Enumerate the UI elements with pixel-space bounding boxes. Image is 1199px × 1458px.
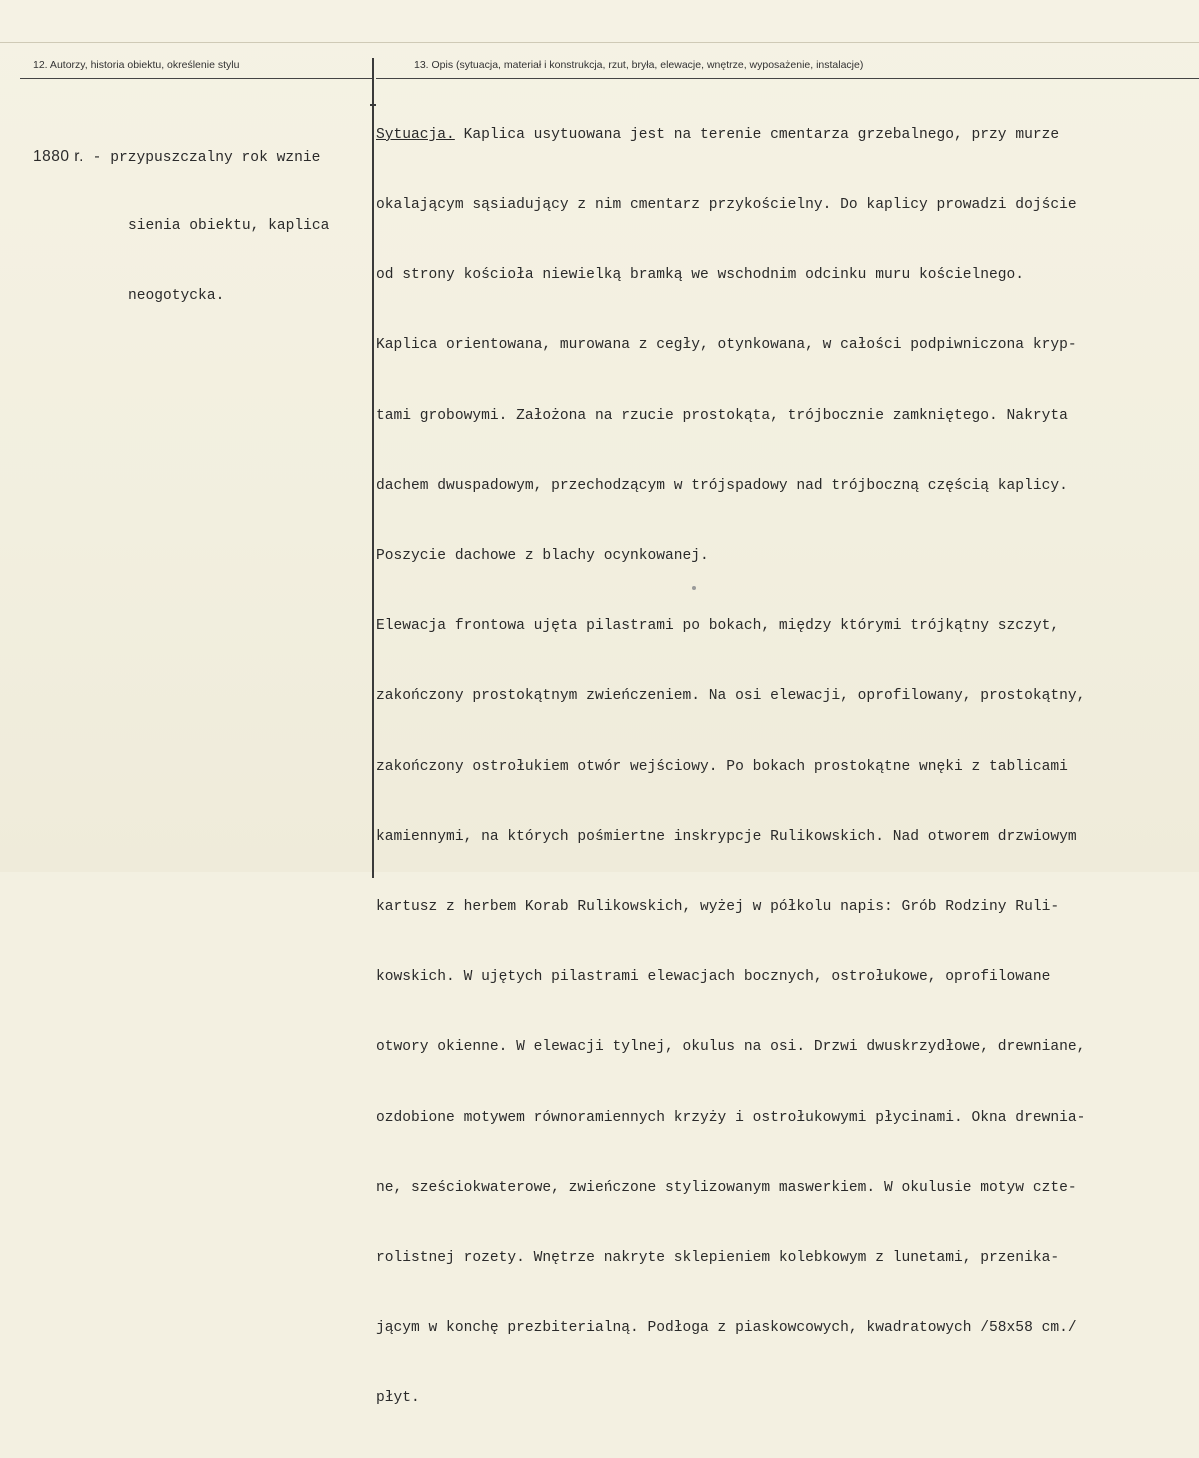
description-line: tami grobowymi. Założona na rzucie prostokąta, trójbocznie zamkniętego. Nakryta: [376, 407, 1068, 424]
description-line: od strony kościoła niewielką bramką we wschodnim odcinku muru kościelnego.: [376, 267, 1025, 284]
paper-speck: [692, 586, 696, 590]
section-13-header: 13. Opis (sytuacja, materiał i konstrukcja, rzut, bryła, elewacje, wnętrze, wyposażenie, instalacje): [414, 59, 864, 71]
description-line: płyt.: [376, 1390, 420, 1407]
history-text: [33, 98, 329, 355]
header-rule-left: [20, 78, 372, 79]
year-value: 1880 r.: [33, 147, 84, 165]
description-line: zakończony prostokątnym zwieńczeniem. Na osi elewacji, oprofilowany, prostokątny,: [376, 688, 1086, 705]
history-line-3: neogotycka.: [128, 288, 225, 305]
description-line: jącym w konchę prezbiterialną. Podłoga z piaskowcowych, kwadratowych /58x58 cm./: [376, 1320, 1077, 1337]
description-line: kowskich. W ujętych pilastrami elewacjach bocznych, ostrołukowe, oprofilowane: [376, 969, 1051, 986]
column-divider: [372, 58, 374, 878]
description-line: okalającym sąsiadujący z nim cmentarz przykościelny. Do kaplicy prowadzi dojście: [376, 197, 1077, 214]
description-line: rolistnej rozety. Wnętrze nakryte sklepieniem kolebkowym z lunetami, przenika-: [376, 1250, 1060, 1267]
description-line: kartusz z herbem Korab Rulikowskich, wyżej w półkolu napis: Grób Rodziny Ruli-: [376, 899, 1060, 916]
description-line: ne, sześciokwaterowe, zwieńczone stylizowanym maswerkiem. W okulusie motyw czte-: [376, 1179, 1077, 1196]
description-line: otwory okienne. W elewacji tylnej, okulus na osi. Drzwi dwuskrzydłowe, drewniane,: [376, 1039, 1086, 1056]
history-line-2: sienia obiektu, kaplica: [128, 218, 330, 235]
situation-heading: Sytuacja.: [376, 126, 455, 143]
description-line-1-text: Kaplica usytuowana jest na terenie cmentarza grzebalnego, przy murze: [454, 126, 1060, 143]
description-line: Poszycie dachowe z blachy ocynkowanej.: [376, 548, 709, 565]
description-line: kamiennymi, na których pośmiertne inskrypcje Rulikowskich. Nad otworem drzwiowym: [376, 828, 1077, 845]
description-line: Kaplica orientowana, murowana z cegły, otynkowana, w całości podpiwniczona kryp-: [376, 337, 1077, 354]
history-line-1: [33, 145, 329, 168]
history-line-1-text: przypuszczalny rok wznie: [110, 149, 321, 166]
section-12-header: 12. Autorzy, historia obiektu, określenie stylu: [33, 59, 240, 71]
description-line: dachem dwuspadowym, przechodzącym w trójspadowy nad trójboczną częścią kaplicy.: [376, 477, 1068, 494]
top-rule: [0, 42, 1199, 43]
description-line: ozdobione motywem równoramiennych krzyży i ostrołukowymi płycinami. Okna drewnia-: [376, 1109, 1086, 1126]
description-line: Elewacja frontowa ujęta pilastrami po bokach, między którymi trójkątny szczyt,: [376, 618, 1060, 635]
description-text: [376, 77, 1085, 1458]
dash: -: [83, 149, 111, 166]
description-line: zakończony ostrołukiem otwór wejściowy. Po bokach prostokątne wnęki z tablicami: [376, 758, 1068, 775]
description-line-1: [376, 124, 1085, 147]
